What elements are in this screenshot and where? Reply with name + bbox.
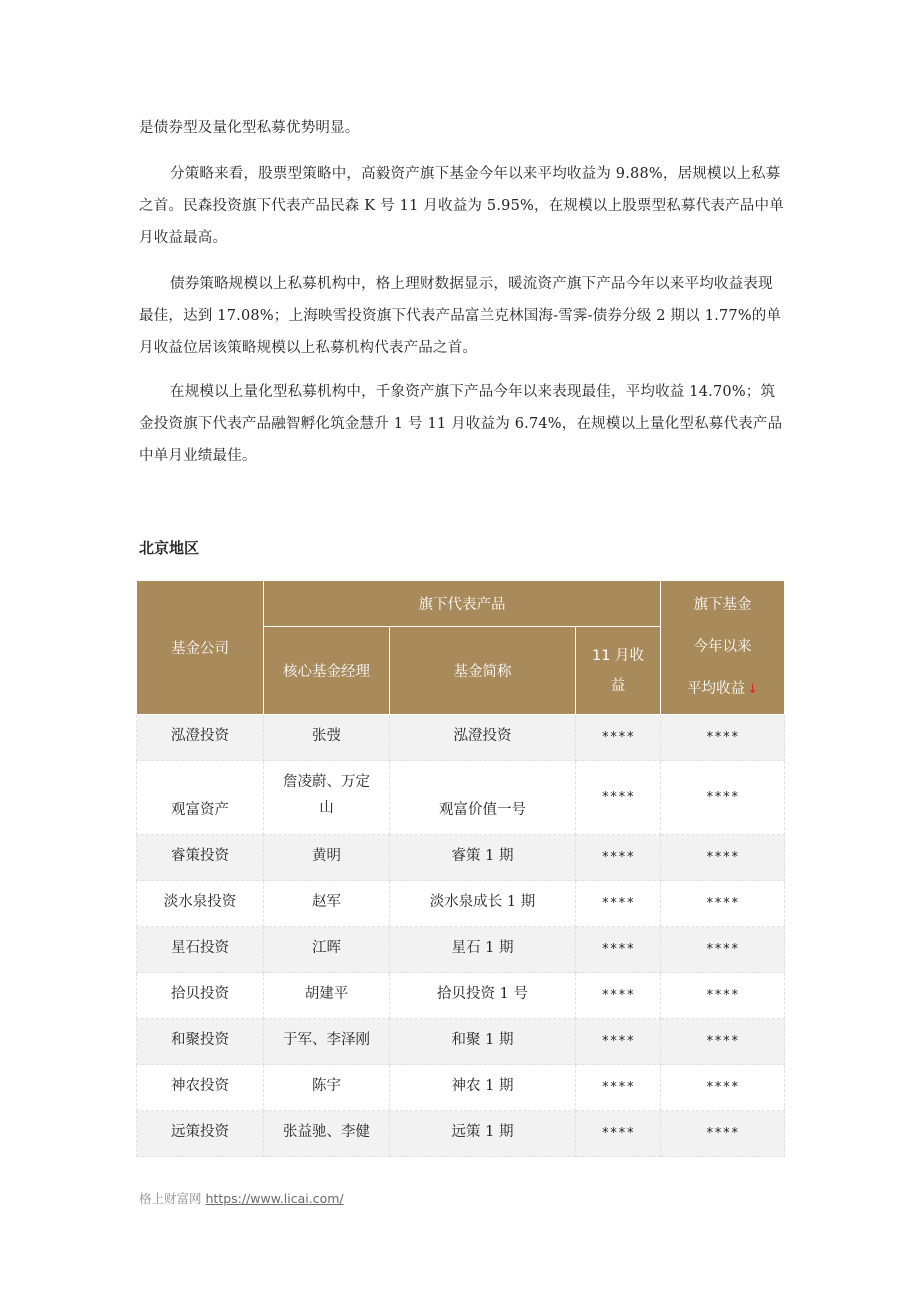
cell-company: 星石投资 [137, 927, 264, 973]
header-nov-line1: 11 月收 [591, 647, 645, 664]
table-row [137, 927, 785, 973]
cell-nov-return: **** [576, 715, 661, 761]
cell-manager: 张弢 [264, 715, 390, 761]
cell-company: 淡水泉投资 [137, 881, 264, 927]
sort-down-arrow-icon[interactable]: ↓ [747, 682, 758, 697]
cell-ytd-return: **** [661, 927, 785, 973]
header-manager: 核心基金经理 [264, 627, 390, 715]
header-ytd-line3: 平均收益 [687, 681, 746, 697]
header-nov-line2: 益 [610, 677, 626, 694]
paragraph-3: 债券策略规模以上私募机构中，格上理财数据显示，暖流资产旗下产品今年以来平均收益表现最佳，达到 17.08%；上海映雪投资旗下代表产品富兰克林国海-雪霁-债券分级 2 期以 1.77%的单月收益位居该策略规模以上私募机构代表产品之首。 [139, 276, 782, 356]
cell-ytd-return: **** [661, 973, 785, 1019]
cell-company: 和聚投资 [137, 1019, 264, 1065]
cell-nov-return: **** [576, 1065, 661, 1111]
header-ytd-line1: 旗下基金 [693, 597, 752, 613]
cell-nov-return: **** [576, 973, 661, 1019]
cell-fund-name: 淡水泉成长 1 期 [390, 881, 576, 927]
cell-ytd-return: **** [661, 761, 785, 835]
cell-manager: 江晖 [264, 927, 390, 973]
header-ytd-line2: 今年以来 [693, 639, 752, 655]
cell-company: 远策投资 [137, 1111, 264, 1157]
cell-ytd-return: **** [661, 1065, 785, 1111]
cell-manager: 赵军 [264, 881, 390, 927]
cell-ytd-return: **** [661, 715, 785, 761]
cell-ytd-return: **** [661, 1019, 785, 1065]
table-row [137, 1065, 785, 1111]
cell-fund-name: 和聚 1 期 [390, 1019, 576, 1065]
cell-manager: 胡建平 [264, 973, 390, 1019]
cell-ytd-return: **** [661, 1111, 785, 1157]
cell-company: 泓澄投资 [137, 715, 264, 761]
paragraph-2: 分策略来看，股票型策略中，高毅资产旗下基金今年以来平均收益为 9.88%，居规模以上私募之首。民森投资旗下代表产品民森 K 号 11 月收益为 5.95%，在规模以上股票型私募代表产品中单月收益最高。 [139, 166, 784, 246]
table-row [137, 1019, 785, 1065]
cell-fund-name: 睿策 1 期 [390, 835, 576, 881]
cell-company: 观富资产 [137, 761, 264, 835]
paragraph-1: 是债券型及量化型私募优势明显。 [139, 120, 360, 136]
header-fund-name: 基金简称 [390, 627, 576, 715]
cell-fund-name: 神农 1 期 [390, 1065, 576, 1111]
cell-fund-name: 拾贝投资 1 号 [390, 973, 576, 1019]
cell-nov-return: **** [576, 1111, 661, 1157]
header-nov-return [576, 627, 661, 715]
cell-manager: 黄明 [264, 835, 390, 881]
table-row [137, 881, 785, 927]
cell-ytd-return: **** [661, 881, 785, 927]
footer-link[interactable]: https://www.licai.com/ [205, 1191, 344, 1206]
table-row [137, 1111, 785, 1157]
header-company: 基金公司 [137, 581, 264, 715]
cell-nov-return: **** [576, 1019, 661, 1065]
cell-fund-name: 远策 1 期 [390, 1111, 576, 1157]
table-row [137, 761, 785, 835]
cell-manager: 于军、李泽刚 [264, 1019, 390, 1065]
cell-company: 拾贝投资 [137, 973, 264, 1019]
header-representative-product: 旗下代表产品 [264, 581, 661, 627]
cell-manager: 张益驰、李健 [264, 1111, 390, 1157]
cell-nov-return: **** [576, 835, 661, 881]
footer [139, 1189, 344, 1207]
cell-nov-return: **** [576, 761, 661, 835]
paragraph-4: 在规模以上量化型私募机构中，千象资产旗下产品今年以来表现最佳，平均收益 14.70%；筑金投资旗下代表产品融智孵化筑金慧升 1 号 11 月收益为 6.74%，在规模以上量化型私募代表产品中单月业绩最佳。 [139, 384, 783, 464]
cell-fund-name: 观富价值一号 [390, 761, 576, 835]
header-ytd-average[interactable] [661, 581, 785, 715]
cell-fund-name: 泓澄投资 [390, 715, 576, 761]
cell-company: 睿策投资 [137, 835, 264, 881]
cell-ytd-return: **** [661, 835, 785, 881]
section-title: 北京地区 [139, 539, 200, 557]
cell-company: 神农投资 [137, 1065, 264, 1111]
table-row [137, 715, 785, 761]
fund-table [136, 580, 785, 1157]
cell-manager: 詹凌蔚、万定山 [264, 761, 390, 835]
cell-nov-return: **** [576, 881, 661, 927]
cell-fund-name: 星石 1 期 [390, 927, 576, 973]
table-row [137, 835, 785, 881]
footer-site-name: 格上财富网 [139, 1191, 202, 1206]
cell-manager: 陈宇 [264, 1065, 390, 1111]
table-row [137, 973, 785, 1019]
cell-nov-return: **** [576, 927, 661, 973]
